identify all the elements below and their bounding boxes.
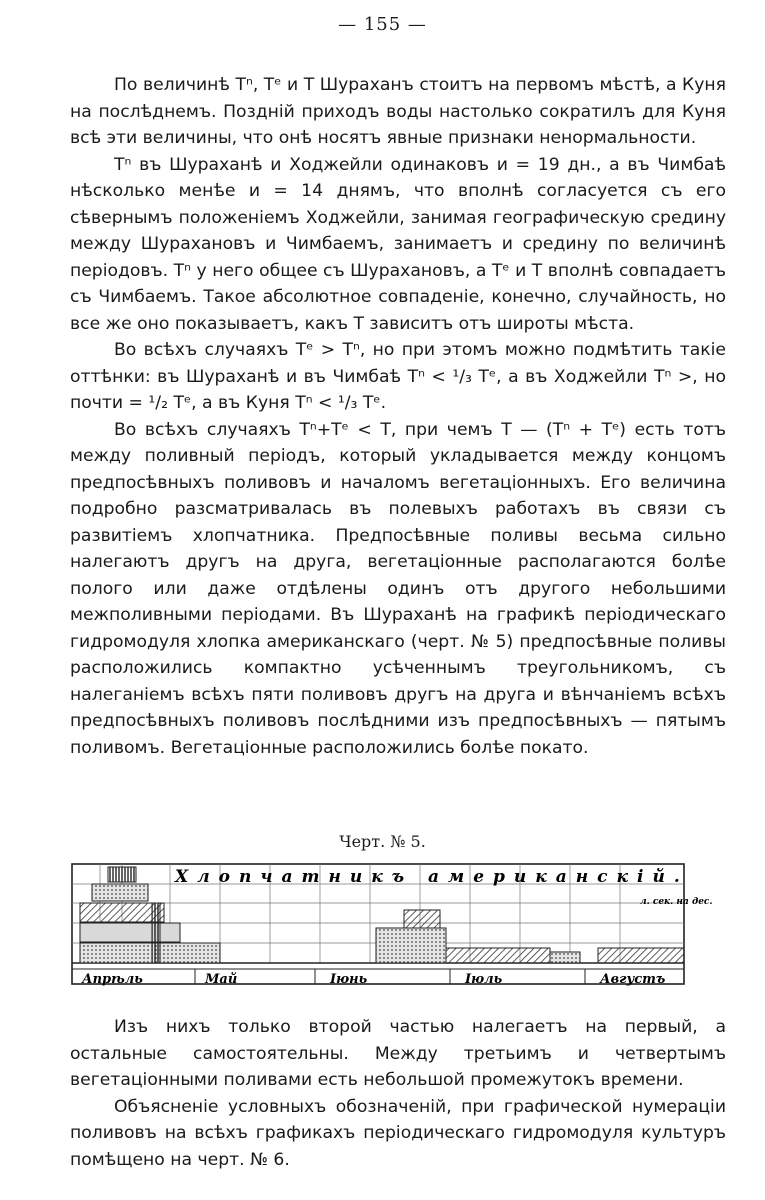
presowing-bar-5 <box>108 867 136 882</box>
paragraph: Во всѣхъ случаяхъ Тⁿ+Tᵉ < Т, при чемъ Т — (Тⁿ + Tᵉ) есть тотъ между поливный періодъ, который укладывается между концомъ предпосѣвныхъ поливовъ и началомъ вегетаціонныхъ. Его величина подробно разсматривалась въ полевыхъ работахъ въ связи съ развитіемъ хлопчатника. Предпосѣвные поливы весьма сильно налегаютъ другъ на друга, вегетаціонные располагаются болѣе полого или даже отдѣлены одинъ отъ другого небольшими межполивными періодами. Въ Шураханѣ на графикѣ періодическаго гидромодуля хлопка американскаго (черт. № 5) предпосѣвные поливы расположились компактно усѣченнымъ треугольникомъ, съ налеганіемъ всѣхъ пяти поливовъ другъ на друга и вѣнчаніемъ всѣхъ предпосѣвныхъ поливовъ послѣдними изъ предпосѣвныхъ — пятымъ поливомъ. Вегетаціонные расположились болѣе покато. <box>70 419 726 758</box>
vegetation-bar-5 <box>598 948 684 963</box>
body-text-bottom <box>70 1014 726 1173</box>
presowing-bar-1 <box>80 943 220 963</box>
figure-hydromodule-chart <box>70 860 713 990</box>
figure-caption: Черт. № 5. <box>339 832 426 851</box>
vegetation-bar-4 <box>550 952 580 963</box>
presowing-bar-vertical <box>152 903 160 963</box>
presowing-bar-2 <box>80 923 180 942</box>
page-number: — 155 — <box>338 14 427 35</box>
paragraph: Объясненіе условныхъ обозначеній, при графической нумераціи поливовъ на всѣхъ графикахъ періодическаго гидромодуля культуръ помѣщено на черт. № 6. <box>70 1096 726 1170</box>
month-label-june: Іюнь <box>330 972 368 987</box>
month-label-may: Май <box>205 972 238 987</box>
vegetation-bar-1 <box>376 928 446 963</box>
chart-title: Хлопчатникъ американскій. <box>175 867 689 887</box>
paragraph: Во всѣхъ случаяхъ Tᵉ > Тⁿ, но при этомъ можно подмѣтить такіе оттѣнки: въ Шураханѣ и въ Чимбаѣ Тⁿ < ¹/₃ Tᵉ, а въ Ходжейли Тⁿ >, но почти = ¹/₂ Tᵉ, а въ Куня Тⁿ < ¹/₃ Tᵉ. <box>70 340 726 413</box>
month-label-august: Августъ <box>600 972 666 987</box>
month-label-april: Апрѣль <box>82 972 143 987</box>
presowing-bar-4 <box>92 884 148 901</box>
chart-svg <box>70 860 713 990</box>
paragraph: Тⁿ въ Шураханѣ и Ходжейли одинаковъ и = 19 дн., а въ Чимбаѣ нѣсколько менѣе и = 14 днямъ, что вполнѣ согласуется съ его сѣвернымъ положеніемъ Ходжейли, занимая географическую средину между Шурахановъ и Чимбаемъ, занимаетъ и средину по величинѣ періодовъ. Тⁿ у него общее съ Шурахановъ, а Tᵉ и Т вполнѣ совпадаетъ съ Чимбаемъ. Такое абсолютное совпаденіе, конечно, случайность, но все же оно показываетъ, какъ Т зависитъ отъ широты мѣста. <box>70 154 726 334</box>
vegetation-bars <box>376 910 684 963</box>
chart-units-note: л. сек. на дес. <box>640 897 713 907</box>
paragraph: Изъ нихъ только второй частью налегаетъ на первый, а остальные самостоятельны. Между третьимъ и четвертымъ вегетаціонными поливами есть небольшой промежутокъ времени. <box>70 1017 726 1090</box>
vegetation-bar-2 <box>404 910 440 928</box>
body-text-top <box>70 72 726 761</box>
month-separators <box>195 969 585 984</box>
vegetation-bar-3 <box>446 948 550 963</box>
presowing-bar-3 <box>80 903 164 922</box>
month-label-july: Іюль <box>465 972 503 987</box>
paragraph: По величинѣ Тⁿ, Tᵉ и Т Шураханъ стоитъ на первомъ мѣстѣ, а Куня на послѣднемъ. Поздній приходъ воды настолько сократилъ для Куня всѣ эти величины, что онѣ носятъ явные признаки ненормальности. <box>70 75 726 148</box>
